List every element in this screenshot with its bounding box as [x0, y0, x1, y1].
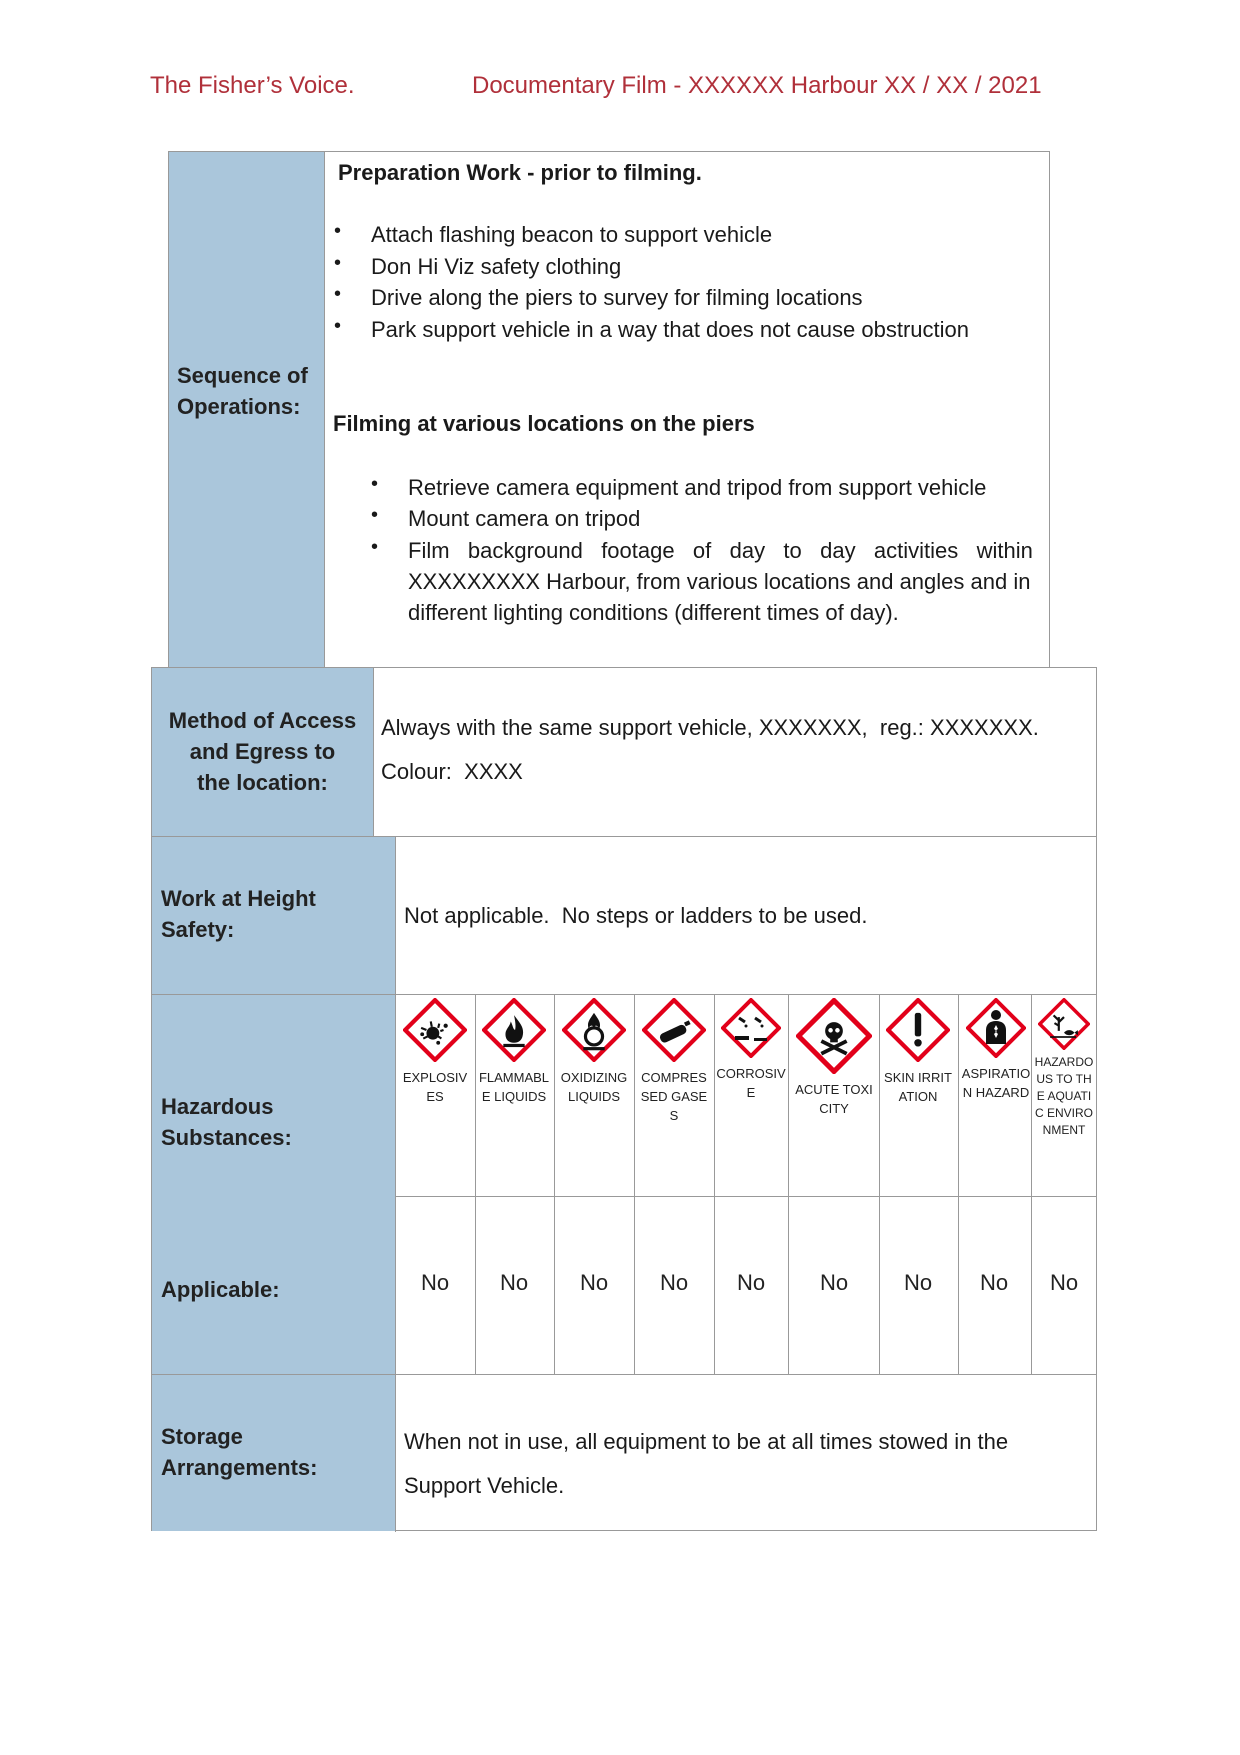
filming-item-2: Mount camera on tripod	[408, 506, 641, 531]
storage-label-line1: Storage	[161, 1424, 243, 1449]
column-divider	[958, 994, 959, 1374]
hazard-label-compressed-gases: COMPRESSED GASES	[640, 1070, 708, 1123]
hazard-symbol-corrosive	[715, 998, 787, 1198]
column-divider	[554, 994, 555, 1374]
access-label-line1: Method of Access	[168, 708, 357, 733]
height-text: Not applicable. No steps or ladders to be used.	[404, 903, 868, 928]
header-right: Documentary Film - XXXXXX Harbour XX / XX / 2021	[472, 72, 1042, 99]
applicable-acute-toxicity: No	[819, 1270, 849, 1295]
header-left: The Fisher’s Voice.	[150, 72, 355, 99]
access-line1: Always with the same support vehicle, XXXXXXX, reg.: XXXXXXX.	[381, 715, 1039, 740]
hazard-label-skin-irritation: SKIN IRRITATION	[884, 1070, 952, 1104]
hazard-symbol-acute-toxicity	[794, 998, 874, 1198]
bullet-icon: •	[334, 315, 342, 337]
filming-item-3-line1: Film background footage of day to day activities within	[408, 538, 1033, 563]
column-divider	[634, 994, 635, 1374]
hazard-symbol-flammable	[478, 998, 550, 1198]
applicable-flammable: No	[499, 1270, 529, 1295]
hazard-label-oxidizing: OXIDIZING LIQUIDS	[560, 1070, 628, 1104]
bullet-icon: •	[334, 283, 342, 305]
prep-item-1: Attach flashing beacon to support vehicle	[371, 222, 773, 247]
column-divider	[788, 994, 789, 1374]
bullet-icon: •	[334, 252, 342, 274]
hazard-symbol-explosives	[399, 998, 471, 1198]
gas-cylinder-icon	[642, 998, 706, 1062]
hazardous-label-cell	[152, 995, 395, 1375]
applicable-aquatic-environment: No	[1049, 1270, 1079, 1295]
explosive-icon	[403, 998, 467, 1062]
prep-item-3: Drive along the piers to survey for filming locations	[371, 285, 863, 310]
hazard-symbol-aspiration	[960, 998, 1032, 1198]
hazard-symbol-compressed-gases	[638, 998, 710, 1198]
column-divider	[879, 994, 880, 1374]
height-label-cell	[152, 837, 395, 994]
applicable-corrosive: No	[736, 1270, 766, 1295]
hazard-label-flammable: FLAMMABLE LIQUIDS	[478, 1070, 550, 1104]
access-label-line3: the location:	[197, 770, 328, 795]
health-hazard-icon	[966, 998, 1026, 1058]
access-label-cell	[152, 668, 373, 836]
environment-icon	[1038, 998, 1090, 1050]
access-line2: Colour: XXXX	[381, 759, 523, 784]
hazard-label-acute-toxicity: ACUTE TOXICITY	[795, 1082, 873, 1116]
hazardous-label-line2: Substances:	[161, 1125, 292, 1150]
column-divider	[475, 994, 476, 1374]
flame-over-circle-icon	[562, 998, 626, 1062]
applicable-oxidizing: No	[579, 1270, 609, 1295]
storage-label-line2: Arrangements:	[161, 1455, 318, 1480]
bullet-icon: •	[371, 504, 379, 526]
sequence-label-line1: Sequence of	[177, 363, 308, 388]
hazard-symbol-oxidizing	[558, 998, 630, 1198]
applicable-aspiration: No	[979, 1270, 1009, 1295]
storage-label-cell	[152, 1375, 395, 1531]
prep-item-4: Park support vehicle in a way that does not cause obstruction	[371, 317, 970, 342]
access-label-line2: and Egress to	[189, 739, 336, 764]
filming-item-3-line3: different lighting conditions (different times of day).	[408, 600, 899, 625]
sequence-label-line2: Operations:	[177, 394, 301, 419]
applicable-explosives: No	[420, 1270, 450, 1295]
flame-icon	[482, 998, 546, 1062]
bullet-icon: •	[371, 536, 379, 558]
hazard-symbol-skin-irritation	[882, 998, 954, 1198]
filming-item-3-line2: XXXXXXXXX Harbour, from various locations and angles and in	[408, 569, 1031, 594]
applicable-label: Applicable:	[161, 1277, 280, 1302]
access-divider	[373, 667, 374, 837]
hazardous-label-line1: Hazardous	[161, 1094, 274, 1119]
filming-heading: Filming at various locations on the piers	[333, 411, 755, 436]
height-label-line1: Work at Height	[161, 886, 316, 911]
hazard-label-aquatic-environment: HAZARDOUS TO THE AQUATIC ENVIRONMENT	[1034, 1055, 1094, 1137]
hazard-label-corrosive: CORROSIVE	[716, 1066, 786, 1100]
storage-line2: Support Vehicle.	[404, 1473, 565, 1498]
sequence-divider	[324, 151, 325, 668]
skull-crossbones-icon	[796, 998, 872, 1074]
exclamation-icon	[886, 998, 950, 1062]
applicable-compressed-gases: No	[659, 1270, 689, 1295]
applicable-skin-irritation: No	[903, 1270, 933, 1295]
bullet-icon: •	[334, 220, 342, 242]
height-label-line2: Safety:	[161, 917, 235, 942]
label-column-divider	[395, 836, 396, 1532]
bullet-icon: •	[371, 473, 379, 495]
filming-item-1: Retrieve camera equipment and tripod from support vehicle	[408, 475, 987, 500]
hazard-label-aspiration: ASPIRATION HAZARD	[961, 1066, 1031, 1100]
storage-line1: When not in use, all equipment to be at all times stowed in the	[404, 1429, 1009, 1454]
hazard-symbol-aquatic-environment	[1034, 998, 1094, 1198]
prep-heading: Preparation Work - prior to filming.	[338, 160, 702, 185]
prep-item-2: Don Hi Viz safety clothing	[371, 254, 622, 279]
corrosion-icon	[721, 998, 781, 1058]
hazard-label-explosives: EXPLOSIVES	[402, 1070, 468, 1104]
